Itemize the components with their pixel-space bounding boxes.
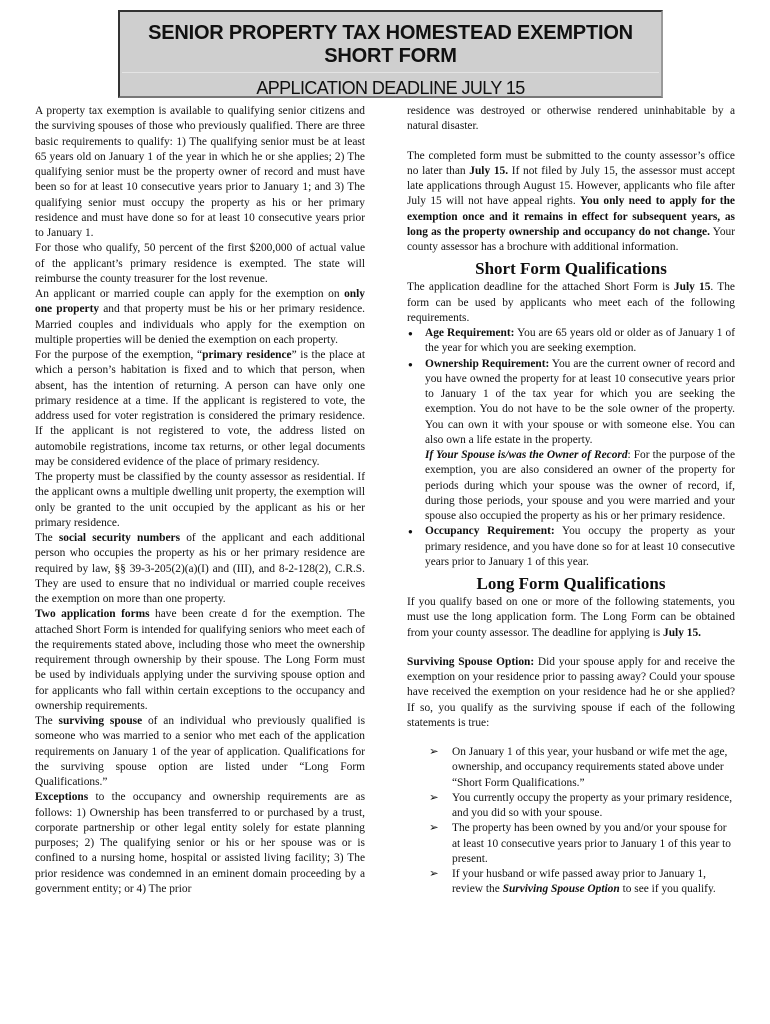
arrow-bullet-icon: ➢ (429, 868, 439, 880)
bold-text: primary residence (202, 349, 292, 361)
body-paragraph (35, 470, 365, 531)
text-run: If you qualify based on one or more of the following statements, you must use the long application form. The Long Form can be obtained from your county assessor. The deadline for applying is (407, 596, 735, 639)
arrow-bullet-icon: ➢ (429, 822, 439, 835)
bold-text: Occupancy Requirement: (425, 525, 555, 538)
bold-text: July 15 (673, 281, 711, 294)
age-requirement-item (407, 326, 735, 357)
text-run: An applicant or married couple can apply for the exemption on (35, 288, 345, 300)
text-run: Your county assessor has a brochure with additional information. (407, 225, 735, 253)
text-run: For the purpose of the exemption, “ (35, 349, 203, 361)
surviving-spouse-condition (407, 745, 735, 791)
bold-italic-text: Surviving Spouse Option (502, 883, 620, 896)
continuation-paragraph (407, 104, 735, 135)
text-run: If not filed by July 15, the assessor must accept late applications through August 15. However, applicants who file after July 15 will not have appeal rights. (407, 164, 735, 208)
text-run: and that property must be his or her primary residence. Married couples and individuals who apply for the exemption on multiple properties will be denied the exemption on each property. (35, 303, 366, 346)
right-column (407, 104, 735, 898)
bold-text: only one property (35, 288, 365, 316)
ownership-requirement-item (407, 357, 735, 449)
text-run: The property must be classified by the county assessor as residential. If the applicant owns a multiple dwelling unit property, the exemption will only be granted to the unit occupied by the applicant as his or her primary residence. (35, 471, 365, 529)
text-run: Did your spouse apply for and receive the exemption on your residence prior to passing away? Could your spouse have received the exemption on your residence had he or she applied? If so, you qualify as the surviving spouse if each of the following statements is true: (407, 655, 735, 729)
form-title-line-1: SENIOR PROPERTY TAX HOMESTEAD EXEMPTION (148, 22, 633, 44)
left-column (35, 104, 365, 897)
text-run: of an individual who previously qualified is someone who was married to a senior who met each of the application requirements on January 1 of the year of application. Qualifications for the surviving spouse option are listed under “Long Form Qualifications.” (35, 715, 365, 788)
surviving-spouse-conditions-list (407, 745, 735, 898)
bold-text: surviving spouse (58, 715, 143, 727)
text-run: have been create d for the exemption. The attached Short Form is intended for qualifying seniors who meet each of the requirements stated above, including those who meet the ownership requirement through ownership by their spouse. The Long Form must be used by individuals applying under the surviving spouse option and for applicants who fall within certain exceptions to the occupancy and ownership requirements. (35, 608, 365, 712)
text-run: The completed form must be submitted to the county assessor’s office no later than (407, 149, 735, 177)
text-run: You occupy the property as your primary residence, and you have done so for at least 10 consecutive years prior to January 1 of this year. (425, 525, 735, 568)
short-form-heading: Short Form Qualifications (475, 259, 667, 279)
body-paragraph (35, 714, 365, 790)
body-paragraph (35, 790, 365, 897)
bold-text: Ownership Requirement: (425, 357, 550, 370)
bold-text: Surviving Spouse Option: (407, 655, 535, 668)
body-paragraph (35, 607, 365, 714)
text-run: A property tax exemption is available to qualifying senior citizens and the surviving spouses of those who previously qualified. There are three basic requirements to qualify: 1) The qualifying senior must be at least 65 years old on January 1 of the year in which he or she applies; 2) The qualifying senior must be the property owner of record and must have been so for at least 10 consecutive years prior to January 1; and 3) The qualifying senior must occupy the property as his or her primary residence and must have done so for at least 10 consecutive years prior to January 1. (35, 105, 365, 239)
text-run: The property has been owned by you and/or your spouse for at least 10 consecutive years prior to January 1 of this year to present. (452, 822, 731, 865)
long-form-heading: Long Form Qualifications (476, 574, 666, 593)
header-divider (122, 72, 659, 73)
text-run: : For the purpose of the exemption, you are also considered an owner of the property for periods during which your spouse was the owner of record, if, during those periods, your spouse and you were married and your spouse also occupied the property as his or her primary residence. (425, 449, 735, 522)
text-run: The (35, 715, 59, 727)
text-run: ” is the place at which a person’s habitation is fixed and to which that person, when absent, has the intention of returning. A person can have only one primary residence at a time. If the applicant is registered to vote, the address used for voter registration is considered the primary residence. If the applicant is not registered to vote, the address listed on automobile registrations, income tax returns, or other legal documents may be considered evidence of the place of primary residency. (35, 349, 365, 468)
text-run: If your husband or wife passed away prior to January 1, review the (452, 868, 707, 896)
deadline-subtitle: APPLICATION DEADLINE JULY 15 (256, 78, 525, 98)
bold-italic-text: If Your Spouse is/was the Owner of Record (425, 449, 628, 461)
text-run: You currently occupy the property as your primary residence, and you did so with your spouse. (452, 791, 733, 819)
text-run: The application deadline for the attached Short Form is (407, 281, 674, 294)
arrow-bullet-icon: ➢ (429, 746, 439, 758)
surviving-spouse-condition (407, 867, 735, 898)
body-paragraph (35, 241, 365, 287)
bold-text: July 15. (663, 626, 702, 639)
bold-text: You only need to apply for the exemption once and it remains in effect for subsequent years, as long as the property ownership and occupancy do not change. (407, 195, 735, 238)
bold-text: social security numbers (58, 532, 181, 544)
occupancy-requirement-item (407, 524, 735, 570)
text-run: residence was destroyed or otherwise rendered uninhabitable by a natural disaster. (407, 105, 735, 133)
text-run: For those who qualify, 50 percent of the first $200,000 of actual value of the applicant’s primary residence is exempted. The state will reimburse the county treasurer for the lost revenue. (35, 242, 365, 285)
body-paragraph (35, 348, 365, 470)
body-paragraph (35, 287, 365, 348)
bold-text: Exceptions (35, 791, 89, 804)
text-run: to the occupancy and ownership requirements are as follows: 1) Ownership has been transferred to or purchased by a trust, corporate partnership or other legal entity solely for estate planning purposes; 2) The qualifying senior or his or her spouse was or is confined to a nursing home, hospital or assisted living facility; 3) The prior residence was condemned in an eminent domain proceeding by a government entity; or 4) The prior (35, 791, 365, 895)
form-title (120, 22, 661, 68)
surviving-spouse-condition (407, 821, 735, 867)
text-run: to see if you qualify. (619, 883, 716, 896)
text-run: . The form can be used by applicants who meet each of the following requirements. (407, 281, 735, 324)
text-run: You are the current owner of record and you have owned the property for at least 10 consecutive years prior to January 1 of the tax year for which you are seeking the exemption. You do not have to be the sole owner of the property. You can own it with your spouse or with someone else. You can also own a life estate in the property. (425, 357, 735, 446)
submission-paragraph (407, 149, 735, 256)
body-paragraph (35, 531, 365, 607)
body-paragraph (35, 104, 365, 241)
text-run: The (35, 532, 59, 544)
bold-text: Two application forms (35, 608, 150, 621)
form-header (118, 10, 663, 98)
bold-text: July 15. (469, 164, 509, 177)
arrow-bullet-icon: ➢ (429, 791, 439, 804)
long-form-intro (407, 595, 735, 641)
short-form-requirements-list (407, 326, 735, 570)
bold-text: Age Requirement: (425, 327, 515, 339)
surviving-spouse-condition (407, 791, 735, 822)
text-run: On January 1 of this year, your husband or wife met the age, ownership, and occupancy requirements stated above under “Short Form Qualifications.” (452, 746, 728, 789)
surviving-spouse-paragraph (407, 655, 735, 731)
form-title-line-2: SHORT FORM (324, 45, 457, 67)
text-run: You are 65 years old or older as of January 1 of the year for which you are seeking exemption. (425, 327, 736, 355)
short-form-intro (407, 280, 735, 326)
text-run: of the applicant and each additional person who occupies the property as his or her primary residence are required by law, §§ 39-3-205(2)(a)(I) and (III), and 8-2-128(2), C.R.S. They are used to ensure that no individual or married couple receives the exemption on more than one property. (35, 532, 365, 605)
spouse-owner-note (407, 448, 735, 524)
